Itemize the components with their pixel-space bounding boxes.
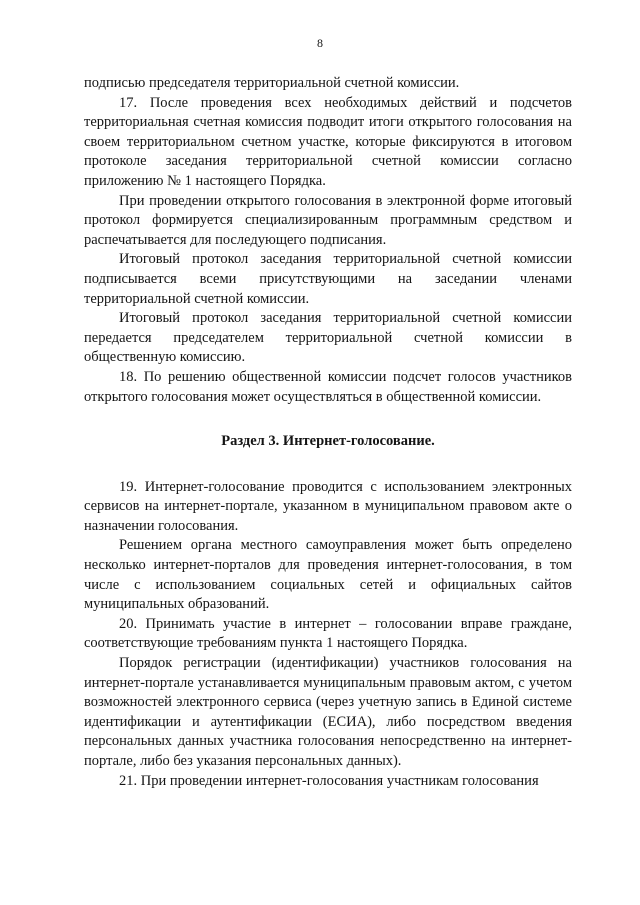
paragraph: Итоговый протокол заседания территориальной счетной комиссии передается председателем территориальной счетной комиссии в общественную комиссию.: [84, 310, 572, 366]
paragraph: Итоговый протокол заседания территориальной счетной комиссии подписывается всеми присутствующими на заседании членами территориальной счетной комиссии.: [84, 251, 572, 307]
paragraph: подписью председателя территориальной счетной комиссии.: [84, 75, 460, 91]
paragraph: 19. Интернет-голосование проводится с использованием электронных сервисов на интернет-портале, указанном в муниципальном правовом акте о назначении голосования.: [84, 478, 572, 534]
paragraph: 18. По решению общественной комиссии подсчет голосов участников открытого голосования может осуществляться в общественной комиссии.: [84, 368, 572, 405]
paragraph: 20. Принимать участие в интернет – голосовании вправе граждане, соответствующие требованиям пункта 1 настоящего Порядка.: [84, 615, 572, 652]
section-heading: Раздел 3. Интернет-голосование.: [221, 433, 435, 450]
paragraph: 17. После проведения всех необходимых действий и подсчетов территориальная счетная комиссия подводит итоги открытого голосования на своем территориальном счетном участке, которые фиксируются в итоговом протоколе заседания территориальной счетной комиссии согласно приложению № 1 настоящего Порядка.: [84, 94, 572, 189]
paragraph: 21. При проведении интернет-голосования участникам голосования: [119, 772, 539, 789]
paragraph: При проведении открытого голосования в электронной форме итоговый протокол формируется специализированным программным средством и распечатывается для последующего подписания.: [84, 192, 572, 248]
document-body: [84, 74, 572, 791]
paragraph: Решением органа местного самоуправления может быть определено несколько интернет-порталов для проведения интернет-голосования, в том числе с использованием социальных сетей и официальных сайтов муниципальных образований.: [84, 537, 572, 613]
page-number: 8: [317, 36, 323, 50]
paragraph: Порядок регистрации (идентификации) участников голосования на интернет-портале устанавливается муниципальным правовым актом, с учетом возможностей электронного сервиса (через учетную запись в Единой системе идентификации и аутентификации (ЕСИА), либо посредством введения персональных данных участника голосования непосредственно на интернет-портале, либо без указания персональных данных).: [84, 655, 572, 769]
